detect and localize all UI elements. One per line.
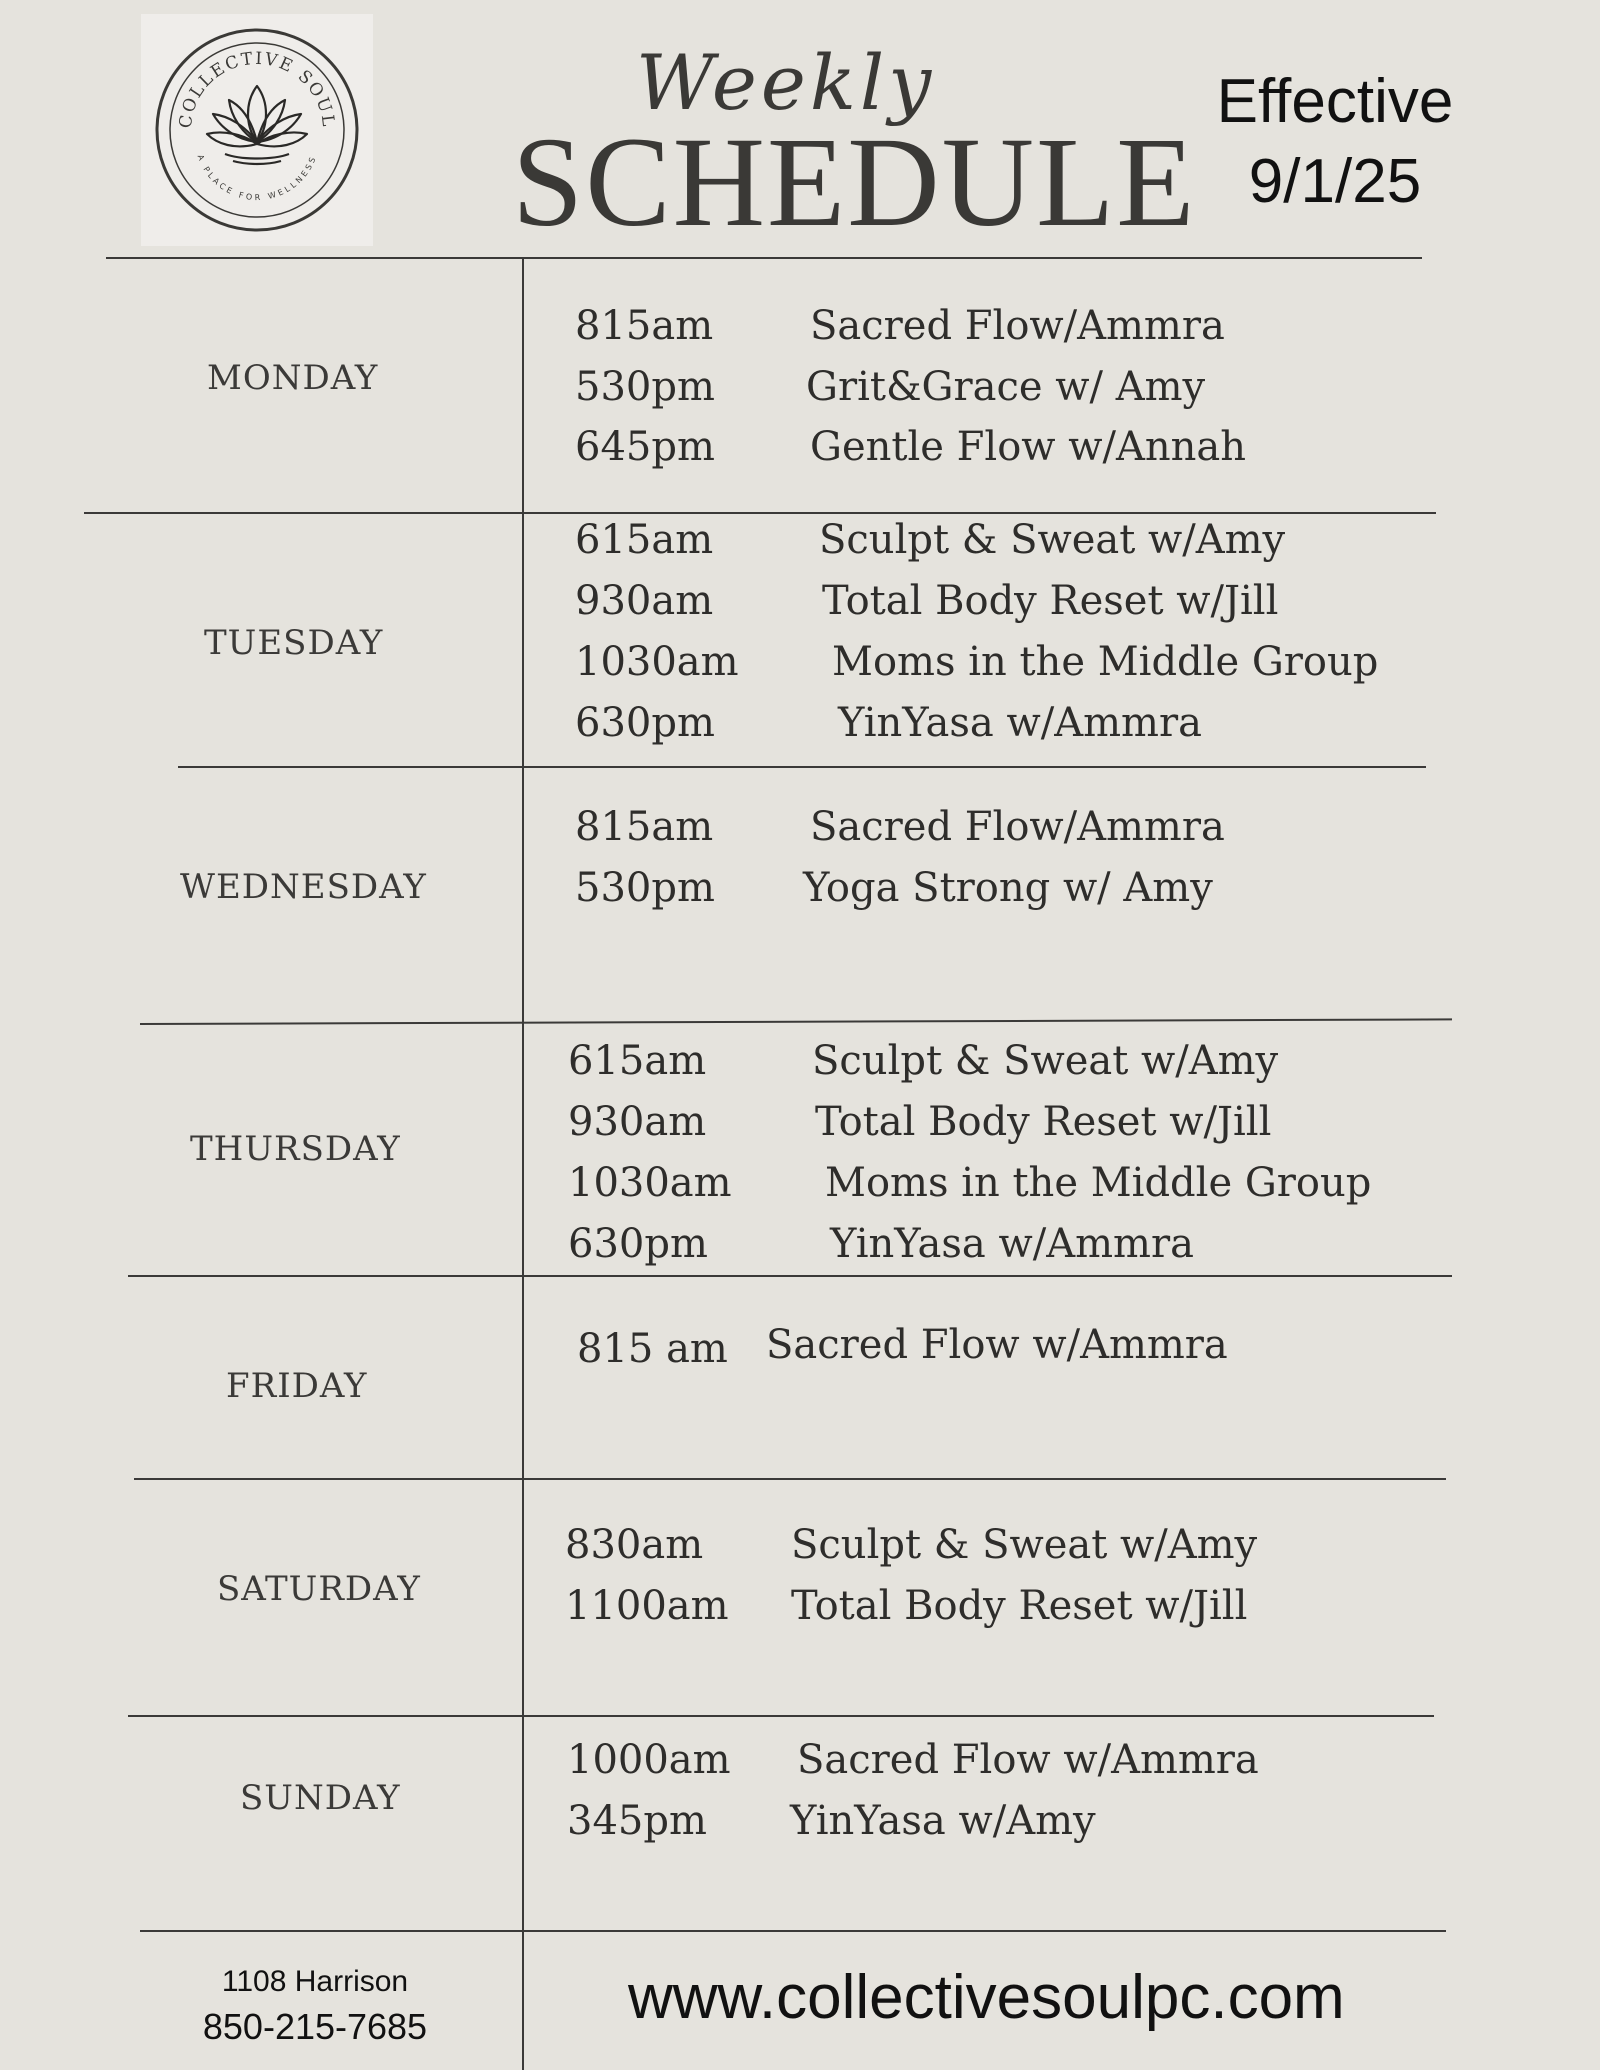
class-name: Grit&Grace w/ Amy — [806, 364, 1206, 410]
class-name: Yoga Strong w/ Amy — [803, 865, 1213, 911]
effective-label: Effective — [1216, 67, 1454, 136]
class-name: Total Body Reset w/Jill — [791, 1583, 1248, 1629]
divider-thursday-friday — [128, 1275, 1452, 1277]
class-time: 615am — [568, 1038, 707, 1084]
class-time: 930am — [568, 1099, 707, 1145]
class-time: 630pm — [568, 1221, 708, 1267]
footer-address: 1108 Harrison — [221, 1965, 409, 1998]
divider-tuesday-wednesday — [178, 766, 1426, 768]
class-name: YinYasa w/Ammra — [838, 700, 1202, 746]
day-thursday: THURSDAY — [190, 1129, 401, 1169]
class-time: 530pm — [575, 364, 715, 410]
header-script-title: Weekly — [636, 38, 936, 127]
divider-sunday-footer — [140, 1930, 1446, 1932]
logo — [141, 14, 373, 246]
class-time: 530pm — [575, 865, 715, 911]
class-time: 1000am — [567, 1737, 731, 1783]
class-time: 1030am — [575, 639, 739, 685]
divider-wednesday-thursday — [140, 1018, 1452, 1025]
class-name: Sculpt & Sweat w/Amy — [791, 1522, 1258, 1568]
divider-saturday-sunday — [128, 1715, 1434, 1717]
class-name: Sacred Flow/Ammra — [810, 804, 1225, 850]
class-name: Total Body Reset w/Jill — [822, 578, 1279, 624]
class-time: 930am — [575, 578, 714, 624]
class-name: Gentle Flow w/Annah — [810, 424, 1246, 470]
class-time: 645pm — [575, 424, 715, 470]
column-divider — [522, 258, 524, 2070]
class-time: 815am — [575, 804, 714, 850]
page-title: SCHEDULE — [512, 111, 1197, 253]
divider-friday-saturday — [134, 1478, 1446, 1480]
class-name: Sacred Flow w/Ammra — [797, 1737, 1259, 1783]
class-time: 815 am — [577, 1326, 728, 1372]
divider-top — [106, 257, 1422, 259]
logo-tagline: A PLACE FOR WELLNESS — [195, 153, 319, 203]
class-name: Moms in the Middle Group — [825, 1160, 1372, 1206]
class-time: 830am — [565, 1522, 704, 1568]
class-name: Sculpt & Sweat w/Amy — [819, 517, 1286, 563]
class-time: 1030am — [568, 1160, 732, 1206]
class-time: 1100am — [565, 1583, 729, 1629]
class-time: 615am — [575, 517, 714, 563]
footer-phone: 850-215-7685 — [202, 2006, 428, 2047]
effective-date: 9/1/25 — [1248, 147, 1422, 216]
class-name: Total Body Reset w/Jill — [815, 1099, 1272, 1145]
class-time: 345pm — [567, 1798, 707, 1844]
class-name: Moms in the Middle Group — [832, 639, 1379, 685]
day-friday: FRIDAY — [226, 1366, 368, 1406]
class-name: Sculpt & Sweat w/Amy — [812, 1038, 1279, 1084]
class-time: 630pm — [575, 700, 715, 746]
day-saturday: SATURDAY — [217, 1569, 421, 1609]
class-name: YinYasa w/Ammra — [830, 1221, 1194, 1267]
day-sunday: SUNDAY — [240, 1778, 401, 1818]
class-name: Sacred Flow w/Ammra — [766, 1322, 1228, 1368]
class-time: 815am — [575, 303, 714, 349]
day-tuesday: TUESDAY — [204, 623, 384, 663]
day-wednesday: WEDNESDAY — [180, 867, 427, 907]
lotus-icon — [207, 86, 307, 164]
class-name: Sacred Flow/Ammra — [810, 303, 1225, 349]
effective-notice — [1180, 62, 1490, 222]
logo-seal — [141, 14, 373, 246]
footer-website-link[interactable]: www.collectivesoulpc.com — [628, 1963, 1345, 2032]
day-monday: MONDAY — [207, 358, 379, 398]
logo-name: COLLECTIVE SOUL — [175, 48, 339, 130]
class-name: YinYasa w/Amy — [790, 1798, 1096, 1844]
